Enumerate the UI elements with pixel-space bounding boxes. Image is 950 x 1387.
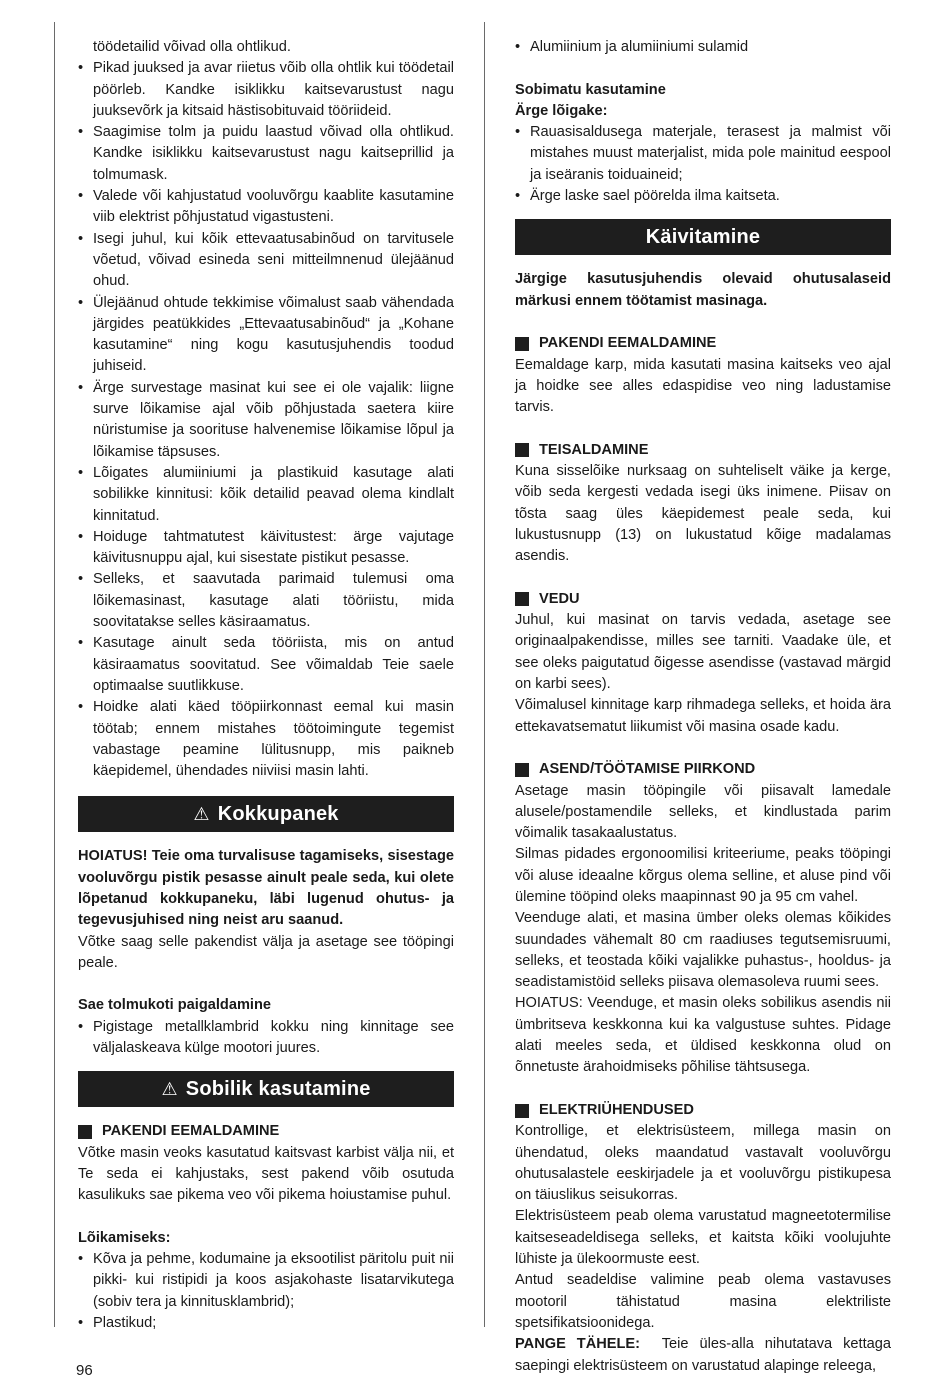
square-bullet-icon [515,592,529,606]
start-intro: Järgige kasutusjuhendis olevaid ohutusalaseid märkusi ennem töötamist masinaga. [515,271,891,309]
list-item: • Rauasisaldusega materjale, terasest ja malmist või mistahes muust materjalist, mida pole mainitud eespool ja iseäranis toiduaineid; [515,122,891,186]
page-number: 96 [76,1362,93,1379]
paragraph-continuation: töödetailid võivad olla ohtlikud. [93,39,291,55]
square-bullet-icon [515,1104,529,1118]
section-heading [515,333,891,354]
warning-triangle-icon: ⚠ [193,804,210,825]
improper-use-title: Sobimatu kasutamine [515,81,666,98]
banner-title: Sobilik kasutamine [185,1078,371,1101]
right-column [515,37,891,1377]
section-paragraph: Võimalusel kinnitage karp rihmadega selleks, et hoida ära ettekavatsematut liikumist või masina osade kadu. [515,697,891,735]
section-heading [515,589,891,610]
improper-use-list [515,122,891,207]
square-bullet-icon [515,763,529,777]
section-heading-label: PAKENDI EEMALDAMINE [539,335,717,352]
list-item: • Pigistage metallklambrid kokku ning kinnitage see väljalaskeava külge mootori juures. [78,1017,454,1060]
section-paragraph: Kuna sisselõike nurksaag on suhteliselt väike ja kerge, võib seda kergesti vedada isegi üks inimene. Piisav on tõsta saag üles käepidemest peale seda, kui lukustusnupp (13) on lukustatud kõige madalamas asendis. [515,463,891,565]
cut-title: Lõikamiseks: [78,1229,171,1246]
list-item: • Valede või kahjustatud vooluvõrgu kaablite kasutamine viib elektrist põhjustatud vigastusteni. [78,186,454,229]
section-heading-label: PAKENDI EEMALDAMINE [102,1123,280,1140]
square-bullet-icon [78,1125,92,1139]
list-item: • Plastikud; [78,1313,454,1334]
column-divider-center [484,22,485,1327]
dust-bag-list [78,1017,454,1060]
section-banner-sobilik [78,1071,454,1107]
section-heading-label: ASEND/TÖÖTAMISE PIIRKOND [539,761,756,778]
section-paragraph: Kontrollige, et elektrisüsteem, millega masin on ühendatud, oleks maandatud vastavalt vooluvõrgu ohutusalastele eeskirjadele ja et vooluvõrgu pistikupesa on täiuslikus seisukorras. [515,1123,891,1204]
list-item: • Lõigates alumiiniumi ja plastikuid kasutage alati sobilikke kinnitusi: kõik detailid peavad olema kindlalt kinnitatud. [78,463,454,527]
section-heading [515,759,891,780]
section-heading-label: ELEKTRIÜHENDUSED [539,1101,694,1118]
unpack-text: Võtke masin veoks kasutatud kaitsvast karbist välja nii, et Te seda ei kahjustaks, sest pakend võib osutuda kasulikuks sae pikema veo või pikema hoiustamise puhul. [78,1144,454,1204]
cut-list-continued [515,37,891,58]
list-item: • Selleks, et saavutada parimaid tulemusi oma lõikemasinast, kasutage alati tööriistu, mida soovitatakse selles käsiraamatus. [78,569,454,633]
list-item: • Ärge survestage masinat kui see ei ole vajalik: liigne surve lõikamise ajal võib põhjustada saetera kiire nüristumise ja soorituse halvenemise lõikamise lõpul ja lõikamise täpsuses. [78,378,454,463]
section-banner-kokkupanek [78,796,454,832]
list-item: • Kõva ja pehme, kodumaine ja eksootilist päritolu puit nii pikki- kui ristipidi ja koos asjakohaste lisatarvikutega (sobiv tera ja kinnitusklambrid); [78,1249,454,1313]
list-item: • Hoiduge tahtmatutest käivitustest: ärge vajutage käivitusnuppu ajal, kui sisestate pistikut pesasse. [78,527,454,570]
banner-title: Kokkupanek [217,803,339,826]
section-paragraph: Eemaldage karp, mida kasutati masina kaitseks veo ajal ja hoidke see alles edaspidise veo ning ladustamise tarvis. [515,356,891,416]
list-item: • Ülejäänud ohtude tekkimise võimalust saab vähendada järgides peatükkides „Ettevaatusabinõud“ ja „Kohane kasutamine“ ning kogu kasutusjuhendis toodud juhiseid. [78,293,454,378]
assembly-warning: HOIATUS! Teie oma turvalisuse tagamiseks, sisestage vooluvõrgu pistik pesasse ainult peale seda, kui olete lõpetanud kokkupaneku, läbi lugenud ohutus- ja tegevusjuhised ning neist aru saanud. [78,848,454,929]
note-label: PANGE TÄHELE: [515,1336,641,1353]
square-bullet-icon [515,443,529,457]
note-paragraph [515,1334,891,1377]
section-paragraph: Veenduge alati, et masina ümber oleks olemas kõikides suundades vähemalt 80 cm raadiuses tegutsemisruumi, selleks, et teostada kõiki vajalikke puhastus-, hooldus- ja seadistamistöid selleks piisava olemasoleva ruumi sees. [515,910,891,991]
assembly-text: Võtke saag selle pakendist välja ja asetage see tööpingi peale. [78,933,454,971]
section-paragraph: Asetage masin tööpingile või piisavalt lamedale alusele/postamendile selleks, et kindlustada parim võimalik tasakaalustatus. [515,782,891,842]
list-item: • Kasutage ainult seda tööriista, mis on antud käsiraamatus soovitatud. See võimaldab Teie saele optimaalse suutlikkuse. [78,633,454,697]
improper-use-subtitle: Ärge lõigake: [515,102,608,119]
note-text: Teie üles-alla nihutatava kettaga saepingi elektrisüsteem on varustatud alapinge releega, [515,1336,891,1374]
section-paragraph: HOIATUS: Veenduge, et masin oleks sobilikus asendis nii ümbritseva keskkonna kui ka valgustuse suhtes. Pidage alati meeles seda, et üldised keskkonna olud on õnnetuste ärahoidmiseks põhilise tähtsusega. [515,995,891,1076]
section-heading [515,1100,891,1121]
section-heading [78,1121,454,1142]
cut-list [78,1249,454,1334]
left-column [78,37,454,1334]
list-item: • Pikad juuksed ja avar riietus võib olla ohtlik kui töödetail pöörleb. Kandke isiklikku kaitsevarustust nagu juuksevõrk ja kitsaid hästisobituvaid tööriideid. [78,58,454,122]
column-divider-left [54,22,55,1327]
list-item: • Alumiinium ja alumiiniumi sulamid [515,37,891,58]
dust-bag-title: Sae tolmukoti paigaldamine [78,997,272,1014]
section-heading [515,440,891,461]
section-paragraph: Antud seadeldise valimine peab olema vastavuses mootoril tähistatud masina elektriliste spetsifikatsioonidega. [515,1272,891,1331]
section-paragraph: Juhul, kui masinat on tarvis vedada, asetage see originaalpakendisse, milles see tarniti. Vaadake üle, et see oleks paigutatud õigesse asendisse (vastavad märgid on karbi sees). [515,612,891,693]
section-heading-label: TEISALDAMINE [539,441,649,458]
list-item: • Ärge laske sael pöörelda ilma kaitseta. [515,186,891,207]
section-paragraph: Elektrisüsteem peab olema varustatud magneetotermilise kaitseseadeldisega selleks, et kaitsta kõiki voolujuhte lühiste ja ülekoormuste eest. [515,1208,891,1268]
section-paragraph: Silmas pidades ergonoomilisi kriteeriume, peaks tööpingi või aluse ideaalne kõrgus olema selline, et aluse pind või ülemine tööpind oleks maapinnast 90 ja 95 cm vahel. [515,846,891,905]
list-item: • Hoidke alati käed tööpiirkonnast eemal kui masin töötab; ennem mistahes töötoimingute tegemist vabastage peamine lülitusnupp, mis paikneb käepidemel, ühendades niiviisi masin lahti. [78,697,454,782]
section-heading-label: VEDU [539,590,580,607]
square-bullet-icon [515,337,529,351]
section-banner-kaivitamine: Käivitamine [515,219,891,255]
safety-bullet-list [78,58,454,782]
list-item: • Isegi juhul, kui kõik ettevaatusabinõud on tarvitusele võetud, võivad esineda seni mitteilmnenud ülejäänud ohud. [78,229,454,293]
list-item: • Saagimise tolm ja puidu laastud võivad olla ohtlikud. Kandke isiklikku kaitsevarustust nagu kaitseprillid ja tolmumask. [78,122,454,186]
warning-triangle-icon: ⚠ [161,1079,178,1100]
